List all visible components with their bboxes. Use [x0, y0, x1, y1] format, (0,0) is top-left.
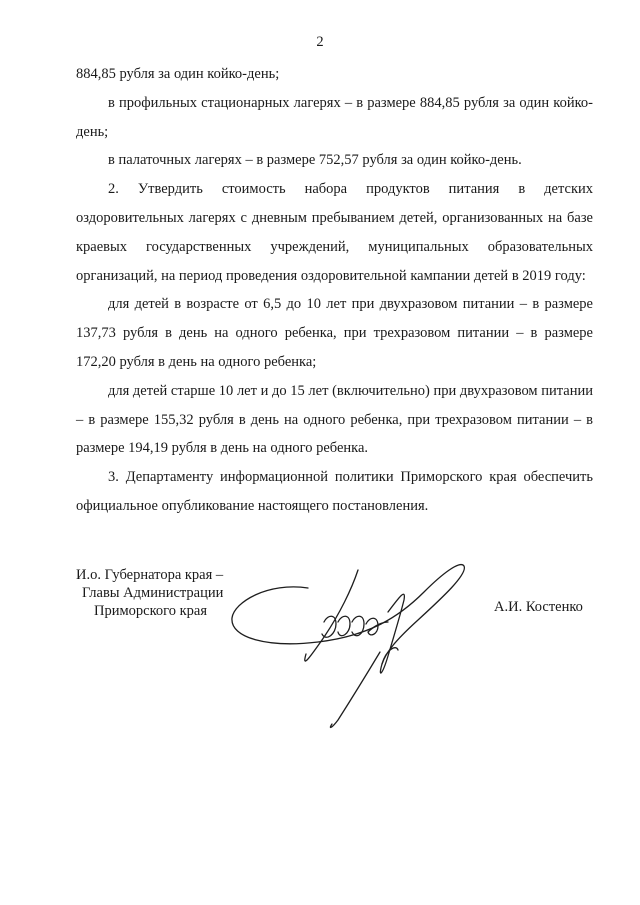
document-body	[76, 60, 593, 521]
paragraph-profile-camps: в профильных стационарных лагерях – в размере 884,85 рубля за один койко-день;	[76, 94, 593, 140]
handwritten-signature	[228, 552, 478, 732]
paragraph-age-10-15: для детей старше 10 лет и до 15 лет (включительно) при двухразовом питании – в размере 155,32 рубля в день на одного ребенка, при трехразовом питании – в размере 194,19 рубля в день на одного ребенка.	[76, 382, 593, 457]
paragraph-age-6-10: для детей в возрасте от 6,5 до 10 лет при двухразовом питании – в размере 137,73 рубля в день на одного ребенка, при трехразовом питании – в размере 172,20 рубля в день на одного ребенка;	[76, 296, 593, 370]
paragraph-continuation: 884,85 рубля за один койко-день;	[76, 66, 280, 82]
page-number: 2	[316, 34, 324, 50]
signatory-name: А.И. Костенко	[494, 599, 583, 615]
paragraph-tent-camps: в палаточных лагерях – в размере 752,57 рубля за один койко-день.	[108, 152, 522, 169]
signatory-title-line-1: И.о. Губернатора края –	[76, 567, 224, 583]
paragraph-item-2: 2. Утвердить стоимость набора продуктов питания в детских оздоровительных лагерях с дневным пребыванием детей, организованных на базе краевых государственных учреждений, муниципальных образовательных организаций, на период проведения оздоровительной кампании детей в 2019 году:	[76, 181, 593, 284]
paragraph-item-3: 3. Департаменту информационной политики Приморского края обеспечить официальное опубликование настоящего постановления.	[76, 469, 593, 514]
signatory-title-line-2: Главы Администрации	[82, 585, 224, 601]
signatory-title-line-3: Приморского края	[94, 603, 208, 619]
